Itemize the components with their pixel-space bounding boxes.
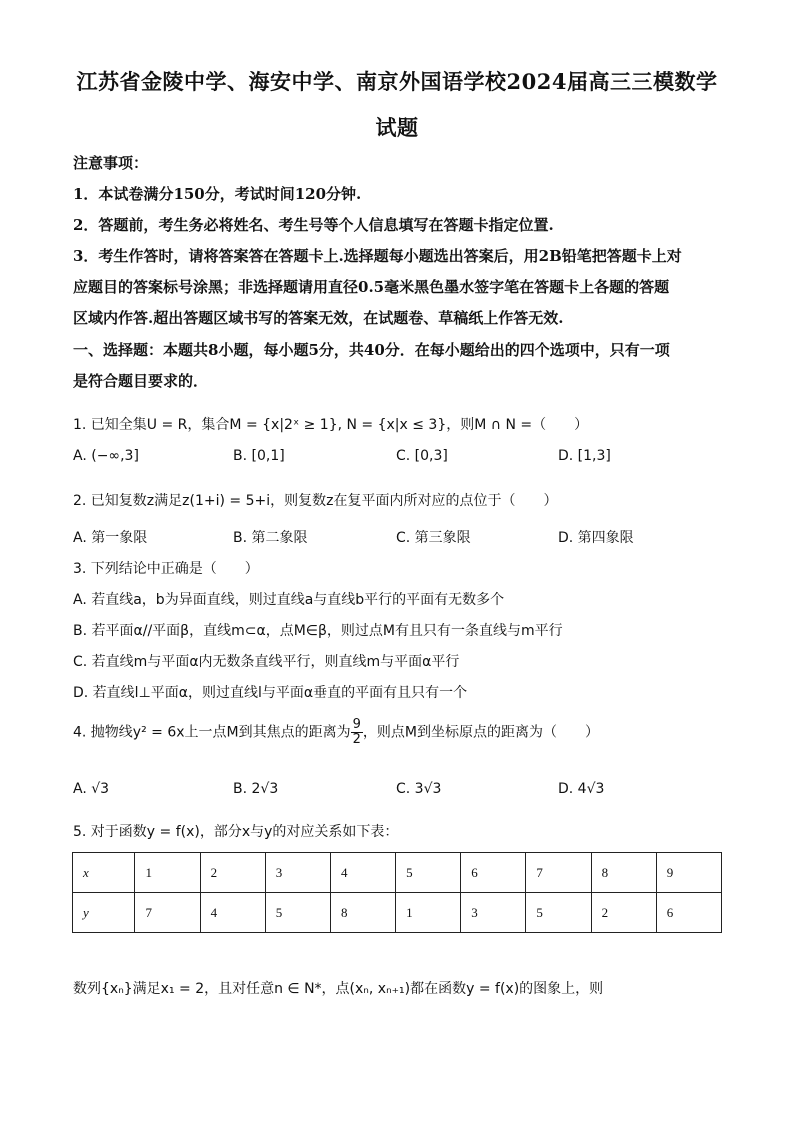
option-d: D. 第四象限 xyxy=(558,530,634,546)
fraction-denominator: 2 xyxy=(352,732,361,747)
question-4-text-before: 4. 抛物线y² = 6x上一点M到其焦点的距离为 xyxy=(73,724,351,741)
table-cell: 3 xyxy=(461,893,526,933)
question-3-text: 3. 下列结论中正确是（ ） xyxy=(73,561,259,577)
question-5-text: 5. 对于函数y = f(x)，部分x与y的对应关系如下表： xyxy=(73,824,399,840)
table-cell: 2 xyxy=(200,853,265,893)
question-3-option-a: A. 若直线a，b为异面直线，则过直线a与直线b平行的平面有无数多个 xyxy=(73,592,505,608)
fraction-numerator: 9 xyxy=(352,717,361,732)
table-cell: 5 xyxy=(265,893,330,933)
option-c: C. 3√3 xyxy=(396,781,442,797)
question-3-option-d: D. 若直线l⊥平面α，则过直线l与平面α垂直的平面有且只有一个 xyxy=(73,685,468,701)
table-row xyxy=(73,853,722,893)
notice-item-3-cont-1: 应题目的答案标号涂黑；非选择题请用直径0.5毫米黑色墨水签字笔在答题卡上各题的答题 xyxy=(73,278,670,296)
table-cell: x xyxy=(73,853,135,893)
option-b: B. 第二象限 xyxy=(233,530,308,546)
option-d: D. [1,3] xyxy=(558,448,611,464)
table-cell: 1 xyxy=(135,853,200,893)
option-a: A. (−∞,3] xyxy=(73,448,139,464)
question-4-text xyxy=(73,718,724,747)
table-cell: 8 xyxy=(591,853,656,893)
notice-item-3-cont-2: 区域内作答.超出答题区域书写的答案无效，在试题卷、草稿纸上作答无效. xyxy=(73,309,564,327)
option-c: C. [0,3] xyxy=(396,448,448,464)
option-a: A. 第一象限 xyxy=(73,530,148,546)
table-row xyxy=(73,893,722,933)
table-cell: 8 xyxy=(330,893,395,933)
table-cell: 7 xyxy=(135,893,200,933)
section-heading-line1: 一、选择题：本题共8小题，每小题5分，共40分．在每小题给出的四个选项中，只有一项 xyxy=(73,341,670,359)
option-b: B. [0,1] xyxy=(233,448,285,464)
notice-heading: 注意事项： xyxy=(73,154,149,172)
section-heading-line2: 是符合题目要求的． xyxy=(73,372,209,390)
question-5-continuation: 数列{xₙ}满足x₁ = 2，且对任意n ∈ N*，点(xₙ, xₙ₊₁)都在函数y = f(x)的图象上，则 xyxy=(73,981,604,997)
option-c: C. 第三象限 xyxy=(396,530,471,546)
table-cell: 2 xyxy=(591,893,656,933)
option-b: B. 2√3 xyxy=(233,781,279,797)
notice-item-2: 2．答题前，考生务必将姓名、考生号等个人信息填写在答题卡指定位置. xyxy=(73,216,554,234)
question-2-text: 2. 已知复数z满足z(1+i) = 5+i，则复数z在复平面内所对应的点位于（ ） xyxy=(73,493,558,509)
question-1-text: 1. 已知全集U = R，集合M = {x|2ˣ ≥ 1}, N = {x|x ≤ 3}，则M ∩ N =（ ） xyxy=(73,417,589,433)
notice-item-1: 1．本试卷满分150分，考试时间120分钟. xyxy=(73,185,362,203)
option-a: A. √3 xyxy=(73,781,110,797)
table-cell: 5 xyxy=(396,853,461,893)
table-cell: 3 xyxy=(265,853,330,893)
exam-title-line1: 江苏省金陵中学、海安中学、南京外国语学校2024届高三三模数学 xyxy=(76,69,718,94)
notice-item-3: 3．考生作答时，请将答案答在答题卡上.选择题每小题选出答案后，用2B铅笔把答题卡上对 xyxy=(73,247,682,265)
option-d: D. 4√3 xyxy=(558,781,605,797)
table-cell: 4 xyxy=(200,893,265,933)
question-3-option-c: C. 若直线m与平面α内无数条直线平行，则直线m与平面α平行 xyxy=(73,654,460,670)
table-cell: 7 xyxy=(526,853,591,893)
table-cell: 4 xyxy=(330,853,395,893)
question-3-option-b: B. 若平面α//平面β，直线m⊂α，点M∈β，则过点M有且只有一条直线与m平行 xyxy=(73,623,563,639)
table-cell: 1 xyxy=(396,893,461,933)
fraction xyxy=(351,718,363,747)
exam-title-line2: 试题 xyxy=(375,115,419,140)
xy-value-table xyxy=(72,852,722,933)
table-cell: y xyxy=(73,893,135,933)
question-4-text-after: ，则点M到坐标原点的距离为（ ） xyxy=(362,724,599,741)
table-cell: 6 xyxy=(656,893,721,933)
table-cell: 6 xyxy=(461,853,526,893)
table-cell: 9 xyxy=(656,853,721,893)
table-cell: 5 xyxy=(526,893,591,933)
